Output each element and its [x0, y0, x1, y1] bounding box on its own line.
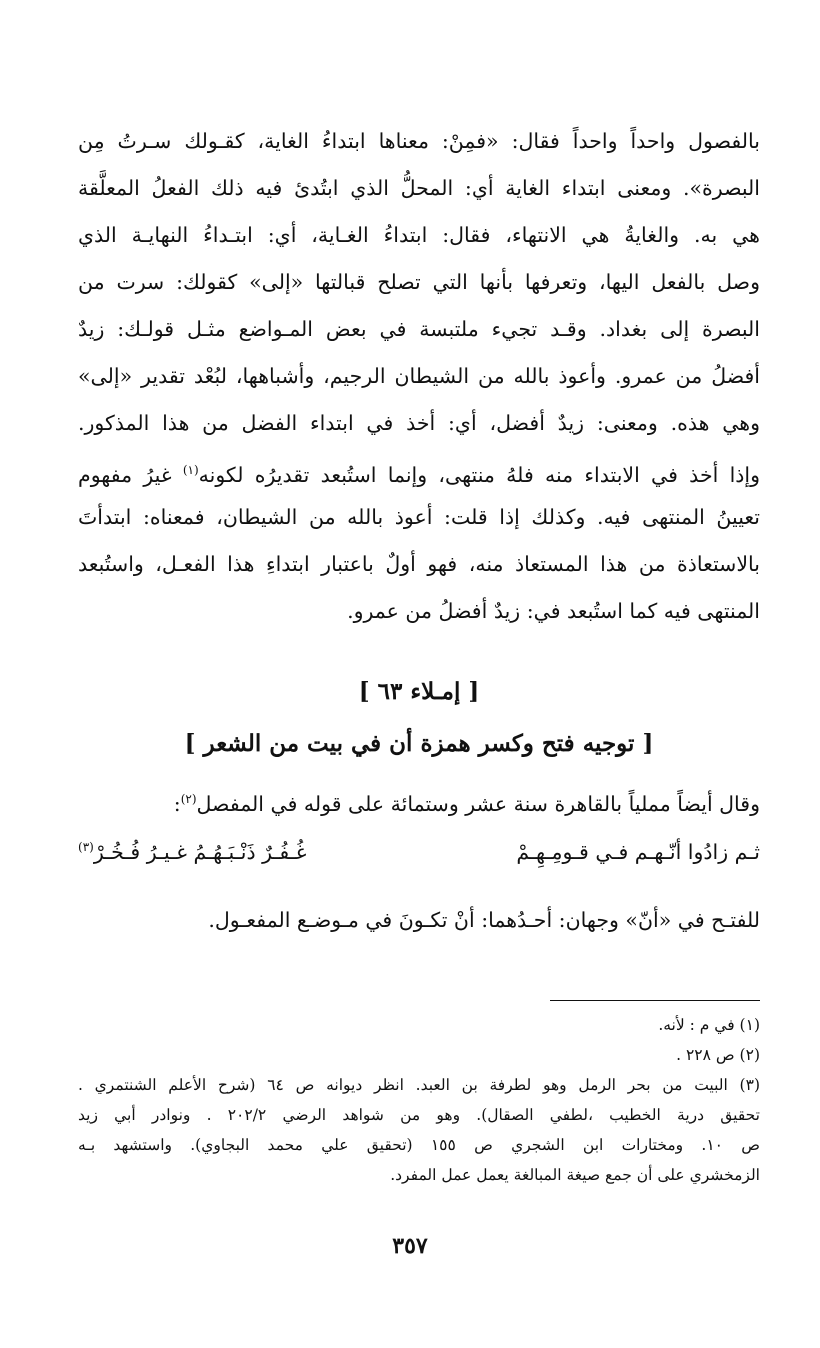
- paragraph-line-text: وإذا أخذ في الابتداء منه فلهُ منتهى، وإنما استُبعد تقديرُه لكونه: [198, 462, 760, 487]
- paragraph-line: البصرة». ومعنى ابتداء الغاية أي: المحلُّ الذي ابتُدئ فيه ذلك الفعلُ المعلَّقة: [78, 176, 760, 200]
- footnote-2: (٢) ص ٢٢٨ .: [676, 1046, 760, 1064]
- footnote-3-line: ص ١٠. ومختارات ابن الشجري ص ١٥٥ (تحقيق علي محمد البجاوي). واستشهد بـه: [78, 1136, 760, 1154]
- paragraph-line: هي به. والغايةُ هي الانتهاء، فقال: ابتداءُ الغـاية، أي: ابتـداءُ النهايـة الذي: [78, 223, 760, 247]
- footnote-marker: (١): [182, 463, 199, 477]
- footnote-1: (١) في م : لأنه.: [658, 1016, 760, 1034]
- verse-first-hemistich: ثـم زادُوا أنّـهـم فـي قـومِـهِـمْ: [516, 840, 760, 864]
- page-number: ٣٥٧: [392, 1233, 428, 1259]
- footnote-3-line: تحقيق درية الخطيب ،لطفي الصقال). وهو من شواهد الرضي ٢٠٢/٢ . ونوادر أبي زيد: [78, 1106, 760, 1124]
- paragraph-line: بالفصول واحداً واحداً فقال: «فمِنْ: معناها ابتداءُ الغاية، كقـولك سـرتُ مِن: [78, 129, 760, 153]
- poetry-verse: [78, 840, 760, 880]
- intro-line: [174, 792, 760, 816]
- after-verse-line: للفتـح في «أنّ» وجهان: أحـدُهما: أنْ تكـونَ في مـوضـع المفعـول.: [208, 908, 760, 932]
- footnote-marker: (٢): [180, 792, 197, 807]
- footnote-divider: [550, 1000, 760, 1001]
- paragraph-line-with-footnote: [78, 447, 760, 494]
- intro-suffix: :: [173, 792, 181, 816]
- paragraph-line-tail: غيرُ مفهوم: [78, 462, 183, 487]
- paragraph-line: وهي هذه. ومعنى: زيدٌ أفضل، أي: أخذ في ابتداء الفضل من هذا المذكور.: [78, 411, 760, 435]
- paragraph-line: البصرة إلى بغداد. وقـد تجيء ملتبسة في بعض المـواضع مثـل قولـك: زيدٌ: [78, 317, 760, 341]
- section-heading: [ إمـلاء ٦٣ ]: [358, 678, 480, 705]
- intro-text: وقال أيضاً مملياً بالقاهرة سنة عشر وستمائة على قوله في المفصل: [196, 792, 760, 816]
- verse-second-hemistich: [78, 840, 307, 864]
- verse-second-hemistich-text: غُـفُـرٌ ذَنْـبَـهُـمُ غـيـرُ فُـخُـرْ: [93, 840, 307, 864]
- paragraph-line: بالاستعاذة من هذا المستعاذ منه، فهو أولٌ باعتبار ابتداءِ هذا الفعـل، واستُبعد: [78, 552, 760, 576]
- footnote-3-line: الزمخشري على أن جمع صيغة المبالغة يعمل عمل المفرد.: [390, 1166, 760, 1184]
- main-paragraph: [78, 118, 760, 635]
- footnote-marker: (٣): [78, 840, 94, 855]
- footnotes: [78, 1010, 760, 1190]
- paragraph-line: تعيينُ المنتهى فيه. وكذلك إذا قلت: أعوذ بالله من الشيطان، فمعناه: ابتدأتَ: [78, 505, 760, 529]
- section-subheading: [ توجيه فتح وكسر همزة أن في بيت من الشعر ]: [184, 730, 654, 757]
- paragraph-line: أفضلُ من عمرو. وأعوذ بالله من الشيطان الرجيم، وأشباهها، لبُعْد تقدير «إلى»: [78, 364, 760, 388]
- paragraph-line: المنتهى فيه كما استُبعد في: زيدٌ أفضلُ من عمرو.: [347, 599, 760, 623]
- footnote-3-line: (٣) البيت من بحر الرمل وهو لطرفة بن العبد. انظر ديوانه ص ٦٤ (شرح الأعلم الشنتمري .: [78, 1076, 760, 1094]
- paragraph-line: وصل بالفعل اليها، وتعرفها بأنها التي تصلح قبالتها «إلى» كقولك: سرت من: [78, 270, 760, 294]
